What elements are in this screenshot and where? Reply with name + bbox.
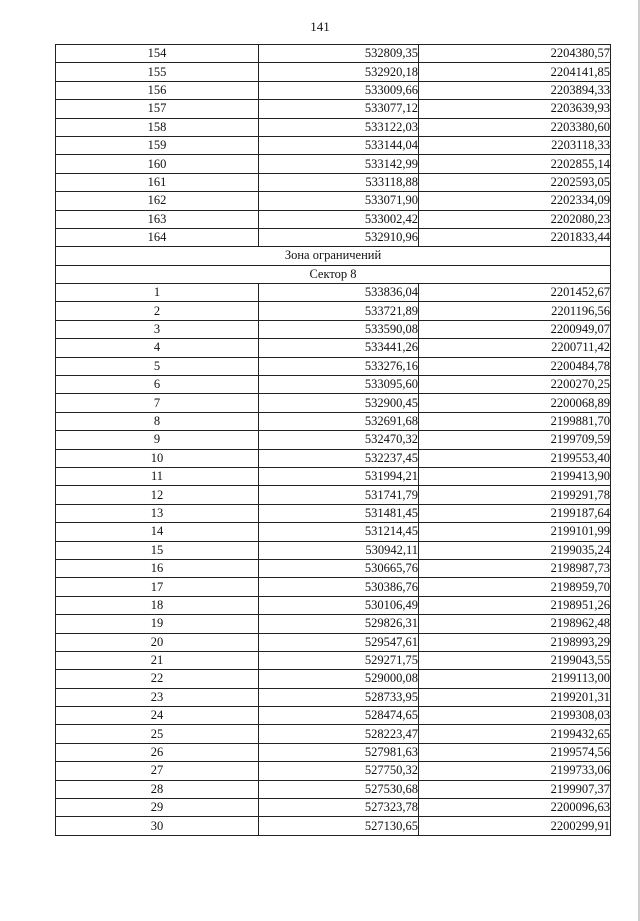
table-row: [56, 320, 611, 338]
x-coordinate-cell: 532470,32: [259, 431, 419, 449]
point-number-cell: 3: [56, 320, 259, 338]
y-coordinate-cell: 2202080,23: [419, 210, 611, 228]
table-row: [56, 523, 611, 541]
table-row: [56, 63, 611, 81]
x-coordinate-cell: 529547,61: [259, 633, 419, 651]
y-coordinate-cell: 2200711,42: [419, 339, 611, 357]
table-row: [56, 780, 611, 798]
table-row: [56, 504, 611, 522]
y-coordinate-cell: 2201196,56: [419, 302, 611, 320]
table-row: [56, 449, 611, 467]
x-coordinate-cell: 532900,45: [259, 394, 419, 412]
table-row: [56, 743, 611, 761]
table-row: [56, 431, 611, 449]
sector-heading: Сектор 8: [56, 265, 611, 283]
y-coordinate-cell: 2199413,90: [419, 467, 611, 485]
point-number-cell: 17: [56, 578, 259, 596]
point-number-cell: 13: [56, 504, 259, 522]
y-coordinate-cell: 2203894,33: [419, 81, 611, 99]
point-number-cell: 1: [56, 284, 259, 302]
point-number-cell: 154: [56, 45, 259, 63]
table-row: [56, 615, 611, 633]
point-number-cell: 15: [56, 541, 259, 559]
x-coordinate-cell: 533002,42: [259, 210, 419, 228]
y-coordinate-cell: 2204380,57: [419, 45, 611, 63]
point-number-cell: 26: [56, 743, 259, 761]
x-coordinate-cell: 529271,75: [259, 651, 419, 669]
point-number-cell: 5: [56, 357, 259, 375]
table-row: [56, 651, 611, 669]
y-coordinate-cell: 2199733,06: [419, 762, 611, 780]
table-row: [56, 688, 611, 706]
point-number-cell: 4: [56, 339, 259, 357]
table-row: [56, 357, 611, 375]
y-coordinate-cell: 2199291,78: [419, 486, 611, 504]
table-row: [56, 596, 611, 614]
x-coordinate-cell: 533122,03: [259, 118, 419, 136]
coordinates-table-body: [56, 45, 611, 836]
point-number-cell: 160: [56, 155, 259, 173]
table-row: [56, 210, 611, 228]
y-coordinate-cell: 2203639,93: [419, 100, 611, 118]
x-coordinate-cell: 532691,68: [259, 412, 419, 430]
y-coordinate-cell: 2203380,60: [419, 118, 611, 136]
table-row: [56, 100, 611, 118]
table-row: [56, 725, 611, 743]
x-coordinate-cell: 531994,21: [259, 467, 419, 485]
point-number-cell: 27: [56, 762, 259, 780]
table-row: [56, 762, 611, 780]
point-number-cell: 159: [56, 136, 259, 154]
point-number-cell: 6: [56, 376, 259, 394]
y-coordinate-cell: 2198959,70: [419, 578, 611, 596]
y-coordinate-cell: 2199101,99: [419, 523, 611, 541]
point-number-cell: 162: [56, 192, 259, 210]
y-coordinate-cell: 2199709,59: [419, 431, 611, 449]
table-row: [56, 284, 611, 302]
point-number-cell: 21: [56, 651, 259, 669]
x-coordinate-cell: 527530,68: [259, 780, 419, 798]
point-number-cell: 30: [56, 817, 259, 835]
y-coordinate-cell: 2198951,26: [419, 596, 611, 614]
x-coordinate-cell: 531481,45: [259, 504, 419, 522]
x-coordinate-cell: 533721,89: [259, 302, 419, 320]
x-coordinate-cell: 530106,49: [259, 596, 419, 614]
y-coordinate-cell: 2199432,65: [419, 725, 611, 743]
table-row: [56, 707, 611, 725]
table-row: [56, 394, 611, 412]
x-coordinate-cell: 530665,76: [259, 559, 419, 577]
point-number-cell: 22: [56, 670, 259, 688]
y-coordinate-cell: 2204141,85: [419, 63, 611, 81]
y-coordinate-cell: 2199308,03: [419, 707, 611, 725]
y-coordinate-cell: 2202855,14: [419, 155, 611, 173]
x-coordinate-cell: 532920,18: [259, 63, 419, 81]
zone-heading: Зона ограничений: [56, 247, 611, 265]
x-coordinate-cell: 532237,45: [259, 449, 419, 467]
table-row: [56, 559, 611, 577]
point-number-cell: 10: [56, 449, 259, 467]
y-coordinate-cell: 2200484,78: [419, 357, 611, 375]
table-row: [56, 118, 611, 136]
table-row: [56, 81, 611, 99]
x-coordinate-cell: 533071,90: [259, 192, 419, 210]
table-row: [56, 228, 611, 246]
y-coordinate-cell: 2200270,25: [419, 376, 611, 394]
table-row: [56, 192, 611, 210]
page-number: 141: [310, 19, 330, 34]
y-coordinate-cell: 2200068,89: [419, 394, 611, 412]
x-coordinate-cell: 532809,35: [259, 45, 419, 63]
point-number-cell: 157: [56, 100, 259, 118]
x-coordinate-cell: 533590,08: [259, 320, 419, 338]
x-coordinate-cell: 530942,11: [259, 541, 419, 559]
table-row: [56, 670, 611, 688]
sector-heading-row: [56, 265, 611, 283]
x-coordinate-cell: 531741,79: [259, 486, 419, 504]
point-number-cell: 9: [56, 431, 259, 449]
point-number-cell: 23: [56, 688, 259, 706]
point-number-cell: 16: [56, 559, 259, 577]
table-row: [56, 467, 611, 485]
point-number-cell: 20: [56, 633, 259, 651]
x-coordinate-cell: 527981,63: [259, 743, 419, 761]
point-number-cell: 11: [56, 467, 259, 485]
y-coordinate-cell: 2199113,00: [419, 670, 611, 688]
x-coordinate-cell: 533077,12: [259, 100, 419, 118]
point-number-cell: 28: [56, 780, 259, 798]
x-coordinate-cell: 531214,45: [259, 523, 419, 541]
table-row: [56, 136, 611, 154]
x-coordinate-cell: 533144,04: [259, 136, 419, 154]
y-coordinate-cell: 2200096,63: [419, 799, 611, 817]
x-coordinate-cell: 529826,31: [259, 615, 419, 633]
point-number-cell: 14: [56, 523, 259, 541]
y-coordinate-cell: 2199187,64: [419, 504, 611, 522]
x-coordinate-cell: 533276,16: [259, 357, 419, 375]
x-coordinate-cell: 527750,32: [259, 762, 419, 780]
x-coordinate-cell: 533441,26: [259, 339, 419, 357]
point-number-cell: 2: [56, 302, 259, 320]
y-coordinate-cell: 2202334,09: [419, 192, 611, 210]
y-coordinate-cell: 2199035,24: [419, 541, 611, 559]
point-number-cell: 8: [56, 412, 259, 430]
y-coordinate-cell: 2198962,48: [419, 615, 611, 633]
y-coordinate-cell: 2201833,44: [419, 228, 611, 246]
x-coordinate-cell: 533009,66: [259, 81, 419, 99]
x-coordinate-cell: 533118,88: [259, 173, 419, 191]
y-coordinate-cell: 2199553,40: [419, 449, 611, 467]
x-coordinate-cell: 532910,96: [259, 228, 419, 246]
y-coordinate-cell: 2201452,67: [419, 284, 611, 302]
table-row: [56, 376, 611, 394]
y-coordinate-cell: 2198987,73: [419, 559, 611, 577]
point-number-cell: 18: [56, 596, 259, 614]
table-row: [56, 578, 611, 596]
table-row: [56, 633, 611, 651]
point-number-cell: 12: [56, 486, 259, 504]
point-number-cell: 161: [56, 173, 259, 191]
table-row: [56, 799, 611, 817]
point-number-cell: 25: [56, 725, 259, 743]
point-number-cell: 156: [56, 81, 259, 99]
table-row: [56, 412, 611, 430]
zone-heading-row: [56, 247, 611, 265]
point-number-cell: 29: [56, 799, 259, 817]
table-row: [56, 339, 611, 357]
x-coordinate-cell: 527130,65: [259, 817, 419, 835]
y-coordinate-cell: 2199907,37: [419, 780, 611, 798]
point-number-cell: 7: [56, 394, 259, 412]
y-coordinate-cell: 2198993,29: [419, 633, 611, 651]
x-coordinate-cell: 533836,04: [259, 284, 419, 302]
point-number-cell: 24: [56, 707, 259, 725]
table-row: [56, 817, 611, 835]
table-row: [56, 173, 611, 191]
coordinates-table: [55, 44, 611, 836]
y-coordinate-cell: 2200299,91: [419, 817, 611, 835]
x-coordinate-cell: 533095,60: [259, 376, 419, 394]
y-coordinate-cell: 2203118,33: [419, 136, 611, 154]
point-number-cell: 164: [56, 228, 259, 246]
y-coordinate-cell: 2200949,07: [419, 320, 611, 338]
x-coordinate-cell: 529000,08: [259, 670, 419, 688]
y-coordinate-cell: 2202593,05: [419, 173, 611, 191]
y-coordinate-cell: 2199201,31: [419, 688, 611, 706]
table-row: [56, 302, 611, 320]
y-coordinate-cell: 2199043,55: [419, 651, 611, 669]
y-coordinate-cell: 2199881,70: [419, 412, 611, 430]
x-coordinate-cell: 530386,76: [259, 578, 419, 596]
point-number-cell: 19: [56, 615, 259, 633]
point-number-cell: 155: [56, 63, 259, 81]
table-row: [56, 155, 611, 173]
x-coordinate-cell: 528474,65: [259, 707, 419, 725]
x-coordinate-cell: 528223,47: [259, 725, 419, 743]
x-coordinate-cell: 533142,99: [259, 155, 419, 173]
table-row: [56, 541, 611, 559]
y-coordinate-cell: 2199574,56: [419, 743, 611, 761]
x-coordinate-cell: 527323,78: [259, 799, 419, 817]
x-coordinate-cell: 528733,95: [259, 688, 419, 706]
point-number-cell: 158: [56, 118, 259, 136]
point-number-cell: 163: [56, 210, 259, 228]
table-row: [56, 486, 611, 504]
table-row: [56, 45, 611, 63]
